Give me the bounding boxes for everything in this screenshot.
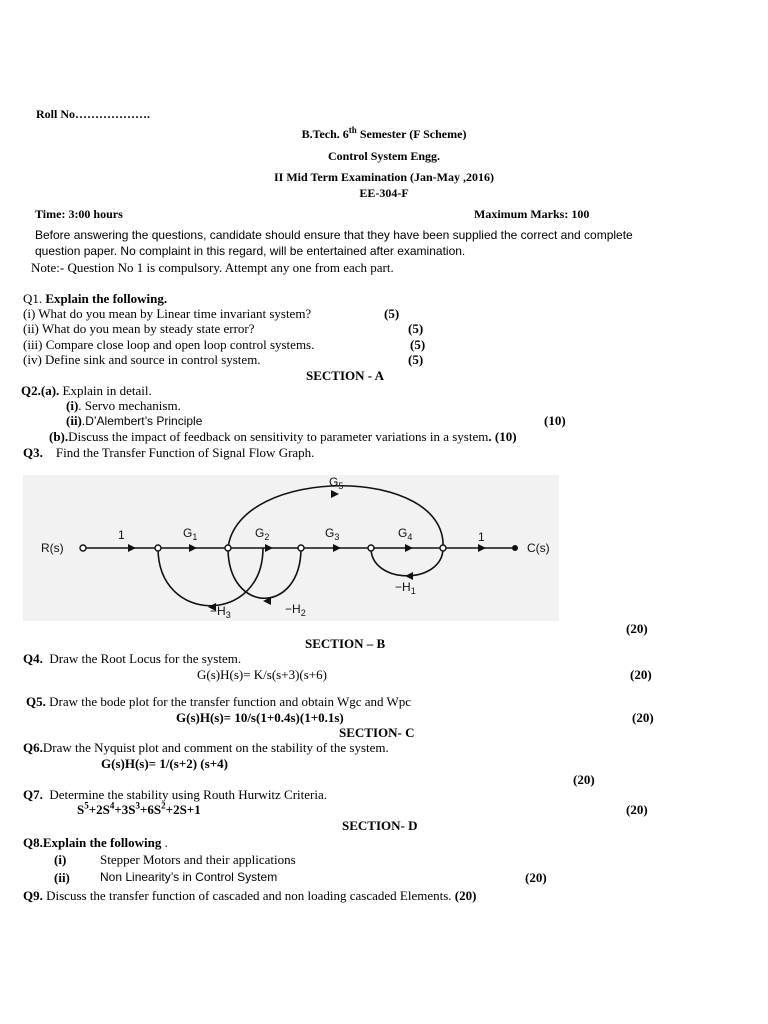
q1-item-4-marks: (5) <box>408 352 424 367</box>
q2-part-ii: (ii).D’Alembert’s Principle <box>66 413 203 428</box>
q5-equation: G(s)H(s)= 10/s(1+0.4s)(1+0.1s) <box>176 710 344 725</box>
node-4 <box>368 545 374 551</box>
h1-branch <box>371 548 443 576</box>
q1-item-2-marks: (5) <box>408 321 424 336</box>
section-d-title: SECTION- D <box>342 818 418 833</box>
signal-flow-graph <box>23 475 559 621</box>
q1-item-1-marks: (5) <box>384 306 400 321</box>
q4-equation: G(s)H(s)= K/s(s+3)(s+6) <box>197 667 327 682</box>
q1-item-4: (iv) Define sink and source in control system. <box>23 352 261 367</box>
q6-marks: (20) <box>573 772 595 787</box>
q2-heading: Q2.(a). Explain in detail. <box>21 383 152 398</box>
label-g2: $G_2$ <box>255 526 270 542</box>
label-g3: $G_3$ <box>325 526 340 542</box>
q2-part-b: (b).Discuss the impact of feedback on sensitivity to parameter variations in a system. (10) <box>49 429 517 444</box>
q7-equation: $S^5+2S^4+3S^3+6S^2+2S+1$ <box>77 800 201 817</box>
instruction-line-1: Before answering the questions, candidate should ensure that they have been supplied the correct and complete <box>35 228 633 242</box>
exam-title: II Mid Term Examination (Jan-May ,2016) <box>273 170 494 184</box>
subject-title: Control System Engg. <box>327 149 441 163</box>
paper-code: EE-304-F <box>359 186 409 200</box>
node-rs <box>80 545 86 551</box>
q4-marks: (20) <box>630 667 652 682</box>
h3-branch <box>158 548 263 606</box>
signal-flow-graph-svg <box>23 475 559 621</box>
q8-part-ii-num: (ii) <box>54 870 70 885</box>
label-g1: $G_1$ <box>183 526 198 542</box>
q1-item-3-marks: (5) <box>410 337 426 352</box>
q9-heading: Q9. Discuss the transfer function of cascaded and non loading cascaded Elements. (20) <box>23 888 477 903</box>
q3-marks: (20) <box>626 621 648 636</box>
node-2 <box>225 545 231 551</box>
section-c-title: SECTION- C <box>339 725 415 740</box>
q2-part-ii-marks: (10) <box>544 413 566 428</box>
label-g5: $G_5$ <box>329 475 344 491</box>
arrow-in <box>128 544 136 552</box>
maximum-marks: Maximum Marks: 100 <box>474 207 590 221</box>
roll-number: Roll No………………. <box>36 107 150 121</box>
q8-heading: Q8.Explain the following . <box>23 835 168 850</box>
q1-item-2: (ii) What do you mean by steady state error? <box>23 321 255 336</box>
q8-part-i-num: (i) <box>54 852 67 867</box>
section-a-title: SECTION - A <box>306 368 385 383</box>
arrow-g4 <box>405 544 413 552</box>
q1-heading: Q1. Explain the following. <box>23 291 168 306</box>
arrow-g5 <box>331 490 339 498</box>
q6-equation: G(s)H(s)= 1/(s+2) (s+4) <box>101 756 228 771</box>
arrow-out <box>478 544 486 552</box>
label-gain-out: 1 <box>478 530 485 544</box>
node-cs <box>512 545 518 551</box>
label-rs: R(s) <box>41 541 64 555</box>
q1-item-3: (iii) Compare close loop and open loop control systems. <box>23 337 315 352</box>
q2-part-i: (i). Servo mechanism. <box>66 398 181 413</box>
q8-part-ii-text: Non Linearity’s in Control System <box>100 870 278 884</box>
label-gain-in: 1 <box>118 528 125 542</box>
q5-marks: (20) <box>632 710 654 725</box>
instruction-line-2: question paper. No complaint in this regard, will be entertained after examination. <box>35 244 466 258</box>
label-h2: $-H_2$ <box>285 602 306 618</box>
q8-part-ii-marks: (20) <box>525 870 547 885</box>
label-h1: $-H_1$ <box>395 580 416 596</box>
note: Note:- Question No 1 is compulsory. Attempt any one from each part. <box>31 260 394 275</box>
label-g4: $G_4$ <box>398 526 413 542</box>
q8-part-i-text: Stepper Motors and their applications <box>100 852 296 867</box>
arrow-h1 <box>405 572 413 580</box>
node-5 <box>440 545 446 551</box>
node-3 <box>298 545 304 551</box>
arrow-g2 <box>265 544 273 552</box>
label-h3: $-H_3$ <box>210 604 231 620</box>
node-1 <box>155 545 161 551</box>
arrow-g1 <box>189 544 197 552</box>
section-b-title: SECTION – B <box>305 636 386 651</box>
label-cs: C(s) <box>527 541 550 555</box>
h2-branch <box>228 548 301 598</box>
q1-item-1: (i) What do you mean by Linear time invariant system? <box>23 306 312 321</box>
q3-heading: Q3. Find the Transfer Function of Signal Flow Graph. <box>23 445 315 460</box>
arrow-g3 <box>333 544 341 552</box>
q4-heading: Q4. Draw the Root Locus for the system. <box>23 651 242 666</box>
q6-heading: Q6.Draw the Nyquist plot and comment on the stability of the system. <box>23 740 389 755</box>
q5-heading: Q5. Draw the bode plot for the transfer function and obtain Wgc and Wpc <box>26 694 412 709</box>
q7-heading: Q7. Determine the stability using Routh Hurwitz Criteria. <box>23 787 328 802</box>
q7-marks: (20) <box>626 802 648 817</box>
course-title: B.Tech. 6th Semester (F Scheme) <box>301 125 467 141</box>
exam-time: Time: 3:00 hours <box>35 207 123 221</box>
